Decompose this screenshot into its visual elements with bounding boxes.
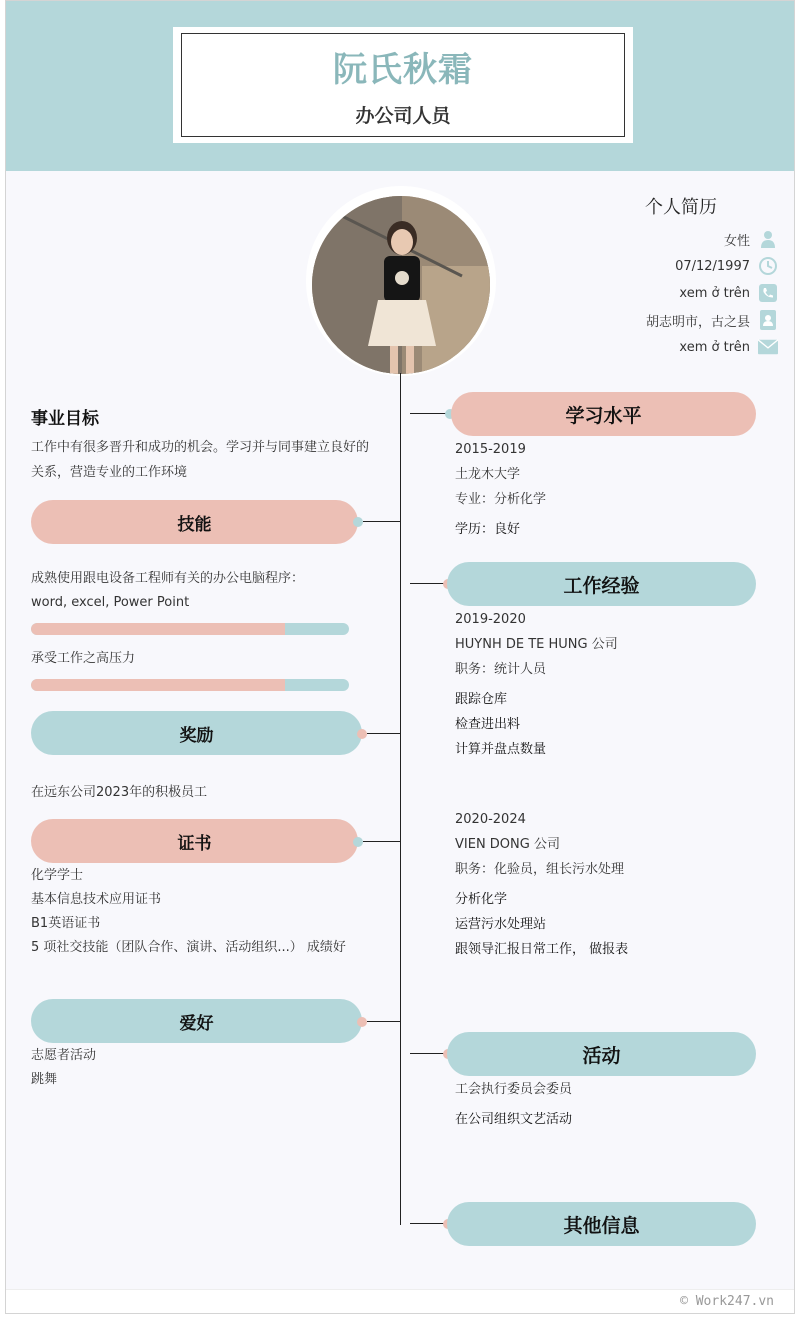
education-header: [451, 392, 756, 436]
job-title: 办公司人员: [355, 105, 451, 127]
job-2-duty: 分析化学: [455, 892, 508, 907]
email-row: [679, 336, 778, 358]
hobby-item: 志愿者活动: [31, 1048, 97, 1063]
job-1-duty: 计算并盘点数量: [455, 742, 547, 757]
job-2-role: 职务：化验员，组长污水处理: [455, 862, 625, 877]
name-box-frame: [181, 33, 625, 137]
other-title: 其他信息: [563, 1214, 640, 1237]
job-1-company: HUYNH DE TE HUNG 公司: [455, 637, 618, 652]
objective-title: 事业目标: [31, 409, 99, 429]
candidate-name: 阮氏秋霜: [333, 50, 473, 90]
objective-line-1: 工作中有很多晋升和成功的机会。学习并与同事建立良好的: [31, 440, 370, 455]
certificates-header: [31, 819, 358, 863]
skill-1-bar: [31, 623, 349, 635]
address-row: [646, 309, 778, 331]
education-major: 专业：分析化学: [455, 492, 547, 507]
name-box: [173, 27, 633, 143]
certificate-item: 5 项社交技能（团队合作、演讲、活动组织...） 成绩好: [31, 940, 346, 955]
skill-1-bar-fill: [31, 623, 285, 635]
other-header: [447, 1202, 756, 1246]
envelope-icon: [758, 337, 778, 357]
activity-item: 在公司组织文艺活动: [455, 1112, 573, 1127]
activities-title: 活动: [582, 1044, 621, 1067]
awards-connector: [367, 733, 401, 734]
objective-line-2: 关系，营造专业的工作环境: [31, 465, 188, 480]
job-1-duty: 跟踪仓库: [455, 692, 508, 707]
skill-1-line-2: word, excel, Power Point: [31, 595, 190, 610]
education-period: 2015-2019: [455, 442, 526, 457]
resume-page: [5, 0, 795, 1314]
skill-2-bar-fill: [31, 679, 285, 691]
certificates-connector: [363, 841, 401, 842]
certificates-list: [31, 864, 346, 960]
phone-icon: [758, 283, 778, 303]
certificate-item: 基本信息技术应用证书: [31, 892, 162, 907]
email-value: xem ở trên: [679, 339, 750, 355]
person-icon: [758, 229, 778, 249]
skill-1-line-1: 成熟使用跟电设备工程师有关的办公电脑程序：: [31, 571, 305, 586]
awards-title: 奖励: [179, 725, 214, 746]
education-grade: 学历：良好: [455, 522, 521, 537]
hobbies-dot: [357, 1017, 367, 1027]
hobbies-header: [31, 999, 362, 1043]
job-1-duty: 检查进出料: [455, 717, 521, 732]
watermark: © Work247.vn: [680, 1294, 774, 1309]
experience-title: 工作经验: [563, 574, 640, 597]
skills-dot: [353, 517, 363, 527]
job-2-duty: 跟领导汇报日常工作， 做报表: [455, 942, 629, 957]
skill-2-bar: [31, 679, 349, 691]
skill-2-label: 承受工作之高压力: [31, 651, 136, 666]
hobbies-title: 爱好: [179, 1013, 214, 1034]
hobbies-list: [31, 1044, 96, 1092]
job-1-role: 职务：统计人员: [455, 662, 547, 677]
phone-row: [679, 282, 778, 304]
footer: [6, 1289, 795, 1313]
skills-title: 技能: [177, 514, 212, 535]
gender-row: [724, 228, 778, 250]
phone-value: xem ở trên: [679, 285, 750, 301]
photo-illustration: [312, 196, 490, 374]
activities-header: [447, 1032, 756, 1076]
hobbies-connector: [367, 1021, 401, 1022]
gender-value: 女性: [723, 233, 750, 249]
contact-card-icon: [758, 310, 778, 330]
job-1-period: 2019-2020: [455, 612, 526, 627]
education-title: 学习水平: [565, 404, 642, 427]
activity-item: 工会执行委员会委员: [455, 1082, 573, 1097]
clock-icon: [758, 256, 778, 276]
certificate-item: 化学学士: [31, 868, 84, 883]
hobby-item: 跳舞: [31, 1072, 58, 1087]
certificates-title: 证书: [177, 833, 212, 854]
job-2-period: 2020-2024: [455, 812, 526, 827]
address-value: 胡志明市，古之县: [645, 314, 750, 330]
award-item-1: 在远东公司2023年的积极员工: [31, 785, 208, 800]
skills-connector: [363, 521, 401, 522]
skills-header: [31, 500, 358, 544]
birthday-value: 07/12/1997: [675, 258, 750, 274]
timeline-line: [400, 373, 401, 1225]
birthday-row: [675, 255, 778, 277]
job-2-duty: 运营污水处理站: [455, 917, 547, 932]
profile-photo: [312, 196, 490, 374]
job-2-company: VIEN DONG 公司: [455, 837, 560, 852]
profile-title: 个人简历: [645, 197, 717, 218]
awards-dot: [357, 729, 367, 739]
experience-header: [447, 562, 756, 606]
education-school: 土龙木大学: [455, 467, 521, 482]
certificate-item: B1英语证书: [31, 916, 101, 931]
awards-header: [31, 711, 362, 755]
certificates-dot: [353, 837, 363, 847]
